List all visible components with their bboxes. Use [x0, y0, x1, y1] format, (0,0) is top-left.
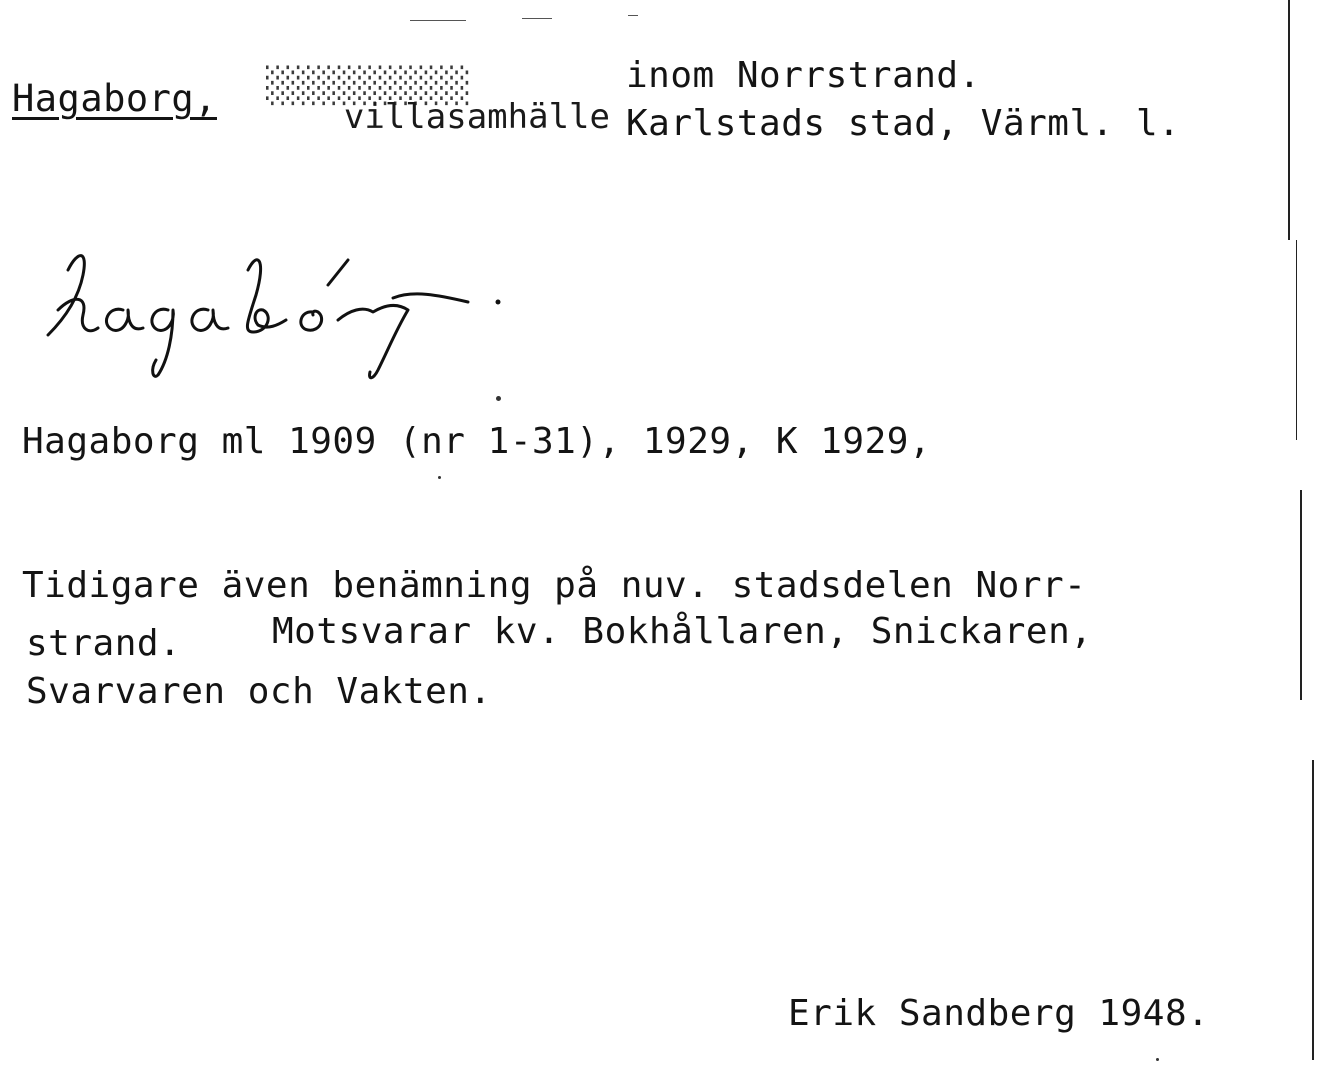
speck-dot [496, 396, 501, 401]
location-line-1: inom Norrstrand. [626, 55, 981, 96]
speck-dot [438, 476, 441, 479]
location-line-2: Karlstads stad, Värml. l. [626, 103, 1181, 144]
signature-line: Erik Sandberg 1948. [788, 993, 1210, 1034]
speck-mark [628, 15, 638, 16]
place-name-heading: Hagaborg, [12, 77, 217, 120]
description-line-2a: strand. [26, 623, 182, 664]
speck-mark [522, 18, 552, 19]
card-edge-rule-mid [1296, 240, 1297, 440]
overtyped-settlement-type: villasamhälle ░░░░░░░░░░ [266, 66, 610, 137]
description-line-1: Tidigare även benämning på nuv. stadsdelen Norr- [22, 565, 1087, 606]
sources-line: Hagaborg ml 1909 (nr 1-31), 1929, K 1929, [22, 421, 932, 462]
description-line-2b: Motsvarar kv. Bokhållaren, Snickaren, [272, 611, 1093, 652]
speck-mark [410, 20, 466, 21]
card-edge-rule-bottom [1312, 760, 1314, 1060]
description-line-3: Svarvaren och Vakten. [26, 671, 492, 712]
handwritten-name-signature [28, 240, 528, 390]
speck-dot [1156, 1058, 1159, 1061]
card-edge-rule-top [1288, 0, 1290, 240]
card-edge-rule-lower [1300, 490, 1302, 700]
handwritten-name-text-hidden: hagaborg. [28, 240, 34, 241]
